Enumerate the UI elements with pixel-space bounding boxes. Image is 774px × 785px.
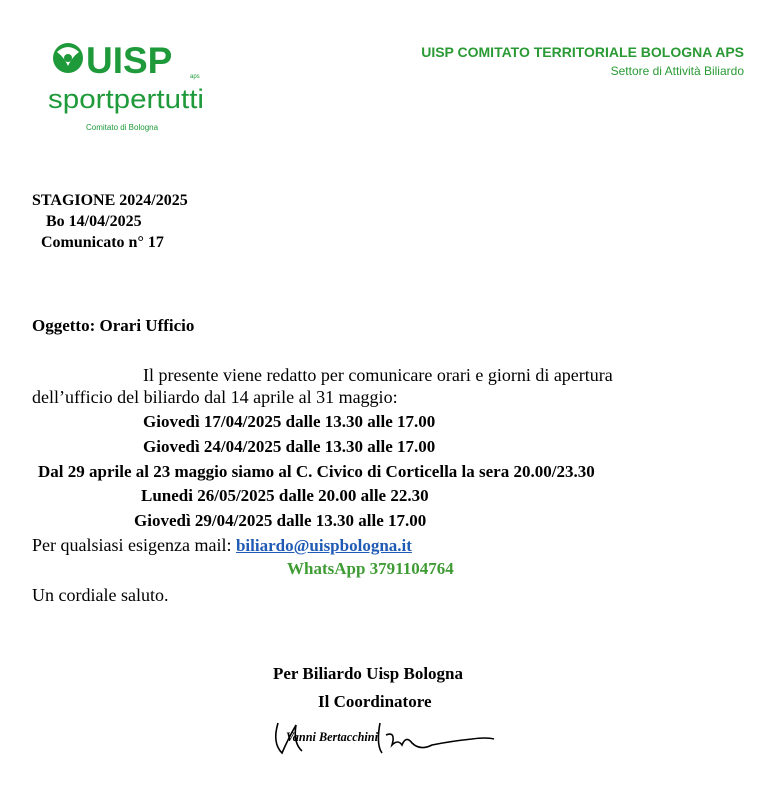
uisp-logo <box>48 38 218 133</box>
subject-line: Oggetto: Orari Ufficio <box>32 316 195 335</box>
mail-label: Per qualsiasi esigenza mail: <box>32 535 232 555</box>
schedule-item: Giovedì 29/04/2025 dalle 13.30 alle 17.00 <box>134 511 427 530</box>
intro-line-2: dell’ufficio del biliardo dal 14 aprile al 31 maggio: <box>32 387 398 407</box>
svg-text:Comitato di Bologna: Comitato di Bologna <box>86 123 159 132</box>
signature-line-1: Per Biliardo Uisp Bologna <box>273 664 464 683</box>
schedule-item: Lunedi 26/05/2025 dalle 20.00 alle 22.30 <box>141 486 429 505</box>
document-date: Bo 14/04/2025 <box>46 213 142 230</box>
svg-text:UISP: UISP <box>86 40 173 81</box>
closing-line: Un cordiale saluto. <box>32 585 169 605</box>
handwritten-signature <box>270 715 505 760</box>
schedule-item: Dal 29 aprile al 23 maggio siamo al C. Civico di Corticella la sera 20.00/23.30 <box>38 462 595 481</box>
season-label: STAGIONE 2024/2025 <box>32 192 188 209</box>
org-sector: Settore di Attività Biliardo <box>610 64 744 78</box>
signature-line-2: Il Coordinatore <box>318 692 432 711</box>
schedule-item: Giovedì 17/04/2025 dalle 13.30 alle 17.00 <box>143 412 436 431</box>
svg-text:sportpertutti: sportpertutti <box>48 84 204 114</box>
svg-text:Vanni Bertacchini: Vanni Bertacchini <box>286 729 379 744</box>
whatsapp-contact: WhatsApp 3791104764 <box>287 559 454 578</box>
schedule-item: Giovedì 24/04/2025 dalle 13.30 alle 17.00 <box>143 437 436 456</box>
notice-number: Comunicato n° 17 <box>41 234 164 251</box>
mail-row <box>32 535 412 556</box>
email-link[interactable]: biliardo@uispbologna.it <box>235 536 412 555</box>
intro-line-1: Il presente viene redatto per comunicare orari e giorni di apertura <box>143 365 613 385</box>
svg-text:aps: aps <box>190 74 200 80</box>
org-name: UISP COMITATO TERRITORIALE BOLOGNA APS <box>421 44 744 60</box>
